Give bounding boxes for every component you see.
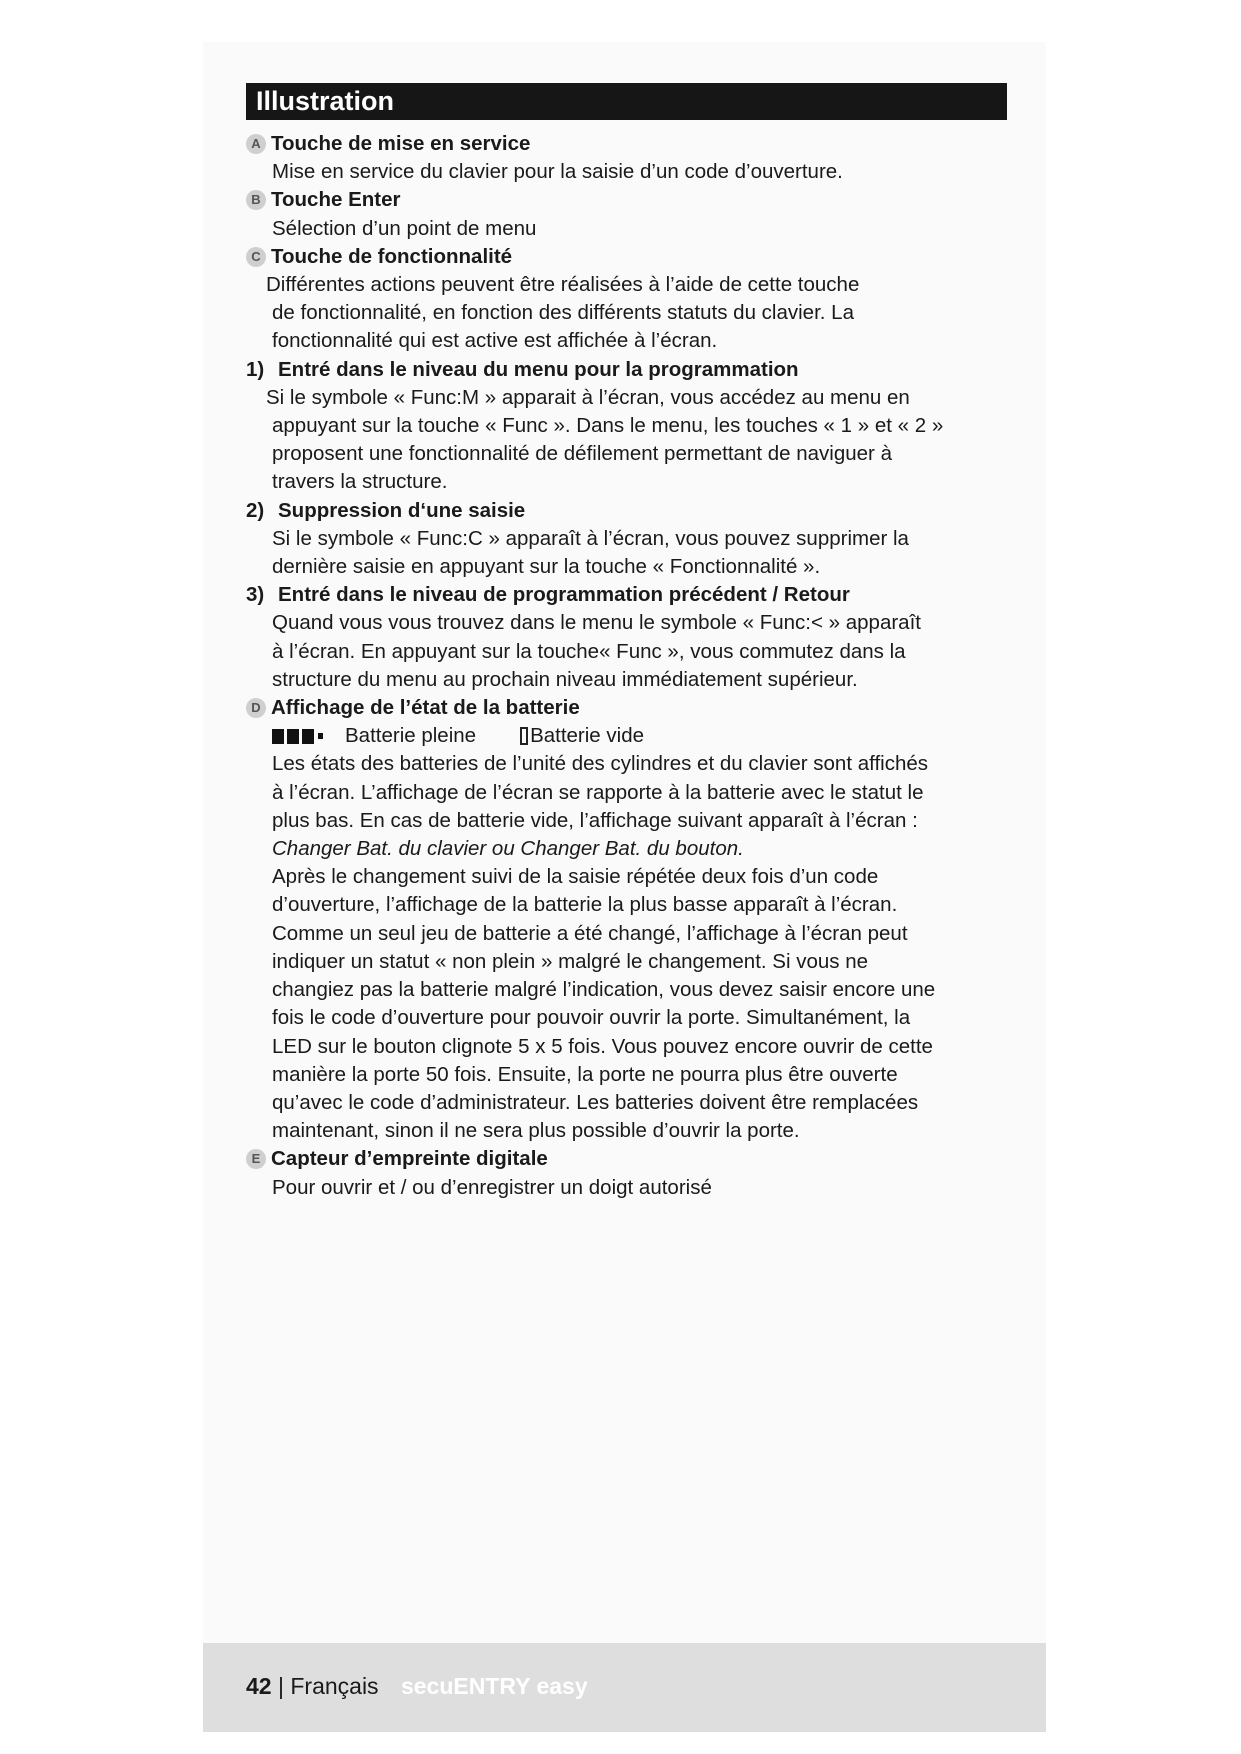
item-c-title: Touche de fonctionnalité [271,244,513,268]
subitem-2-number: 2) [246,498,265,522]
item-d-heading [246,694,1016,722]
item-c-line: fonctionnalité qui est active est affichée à l’écran. [272,329,718,353]
subitem-1-line: travers la structure. [272,470,448,494]
item-e-heading [246,1145,1016,1173]
item-d-line: manière la porte 50 fois. Ensuite, la porte ne pourra plus être ouverte [272,1062,898,1086]
footer-language: Français [290,1673,379,1699]
badge-e: E [246,1149,266,1169]
item-d-line: Comme un seul jeu de batterie a été changé, l’affichage à l’écran peut [272,921,908,945]
item-d-line: indiquer un statut « non plein » malgré le changement. Si vous ne [272,949,869,973]
item-b-body: Sélection d’un point de menu [272,216,537,240]
subitem-1-line: Si le symbole « Func:M » apparait à l’écran, vous accédez au menu en [266,385,910,409]
item-d-line: qu’avec le code d’administrateur. Les batteries doivent être remplacées [272,1090,919,1114]
subitem-1-heading [246,356,1016,384]
badge-c: C [246,247,266,267]
item-d-display-message: Changer Bat. du clavier ou Changer Bat. du bouton. [272,837,744,861]
subitem-2-title: Suppression d‘une saisie [278,498,526,522]
item-a-body: Mise en service du clavier pour la saisie d’un code d’ouverture. [272,160,843,184]
battery-empty-label: Batterie vide [530,724,645,748]
content [246,130,1016,1202]
subitem-1-line: appuyant sur la touche « Func ». Dans le menu, les touches « 1 » et « 2 » [272,414,944,438]
item-d-line: d’ouverture, l’affichage de la batterie la plus basse apparaît à l’écran. [272,893,898,917]
subitem-3-title: Entré dans le niveau de programmation précédent / Retour [278,583,850,607]
item-a-title: Touche de mise en service [271,132,531,155]
item-e-body: Pour ouvrir et / ou d’enregistrer un doigt autorisé [272,1175,712,1199]
subitem-1-number: 1) [246,357,265,381]
footer-product-name: secuENTRY easy [400,1673,588,1699]
battery-legend [246,722,1016,750]
item-b-title: Touche Enter [271,188,401,212]
item-b-heading [246,186,1016,214]
section-title: Illustration [256,86,395,116]
battery-full-icon [272,729,323,744]
item-d-title: Affichage de l’état de la batterie [271,696,580,720]
item-d-line: plus bas. En cas de batterie vide, l’affichage suivant apparaît à l’écran : [272,808,918,832]
subitem-3-number: 3) [246,583,265,607]
subitem-2-heading [246,497,1016,525]
subitem-3-line: à l’écran. En appuyant sur la touche« Func », vous commutez dans la [272,639,906,663]
item-d-line: Après le changement suivi de la saisie répétée deux fois d’un code [272,865,879,889]
item-d-line: à l’écran. L’affichage de l’écran se rapporte à la batterie avec le statut le [272,780,924,804]
badge-a: A [246,134,266,154]
item-d-line: LED sur le bouton clignote 5 x 5 fois. Vous pouvez encore ouvrir de cette [272,1034,933,1058]
subitem-2-line: dernière saisie en appuyant sur la touche « Fonctionnalité ». [272,555,821,579]
item-c-line: Différentes actions peuvent être réalisées à l’aide de cette touche [266,273,860,297]
footer-separator: | [277,1673,284,1699]
battery-empty-icon [520,727,528,745]
subitem-1-line: proposent une fonctionnalité de défilement permettant de naviguer à [272,442,892,466]
subitem-3-heading [246,581,1016,609]
badge-b: B [246,190,266,210]
item-d-line: changiez pas la batterie malgré l’indication, vous devez saisir encore une [272,978,936,1002]
item-d-line: Les états des batteries de l’unité des cylindres et du clavier sont affichés [272,752,928,776]
item-c-heading [246,243,1016,271]
item-a-heading [246,130,1016,158]
footer [246,1666,588,1706]
battery-full-label: Batterie pleine [345,724,477,748]
subitem-3-line: structure du menu au prochain niveau immédiatement supérieur. [272,667,858,691]
page-number: 42 [246,1673,272,1699]
section-header [246,83,1007,120]
badge-d: D [246,698,266,718]
subitem-2-line: Si le symbole « Func:C » apparaît à l’écran, vous pouvez supprimer la [272,526,909,550]
item-d-line: fois le code d’ouverture pour pouvoir ouvrir la porte. Simultanément, la [272,1006,911,1030]
item-c-line: de fonctionnalité, en fonction des différents statuts du clavier. La [272,301,854,325]
item-d-line: maintenant, sinon il ne sera plus possible d’ouvrir la porte. [272,1119,800,1143]
item-e-title: Capteur d’empreinte digitale [271,1147,548,1171]
subitem-1-title: Entré dans le niveau du menu pour la programmation [278,357,799,381]
subitem-3-line: Quand vous vous trouvez dans le menu le symbole « Func:< » apparaît [272,611,921,635]
